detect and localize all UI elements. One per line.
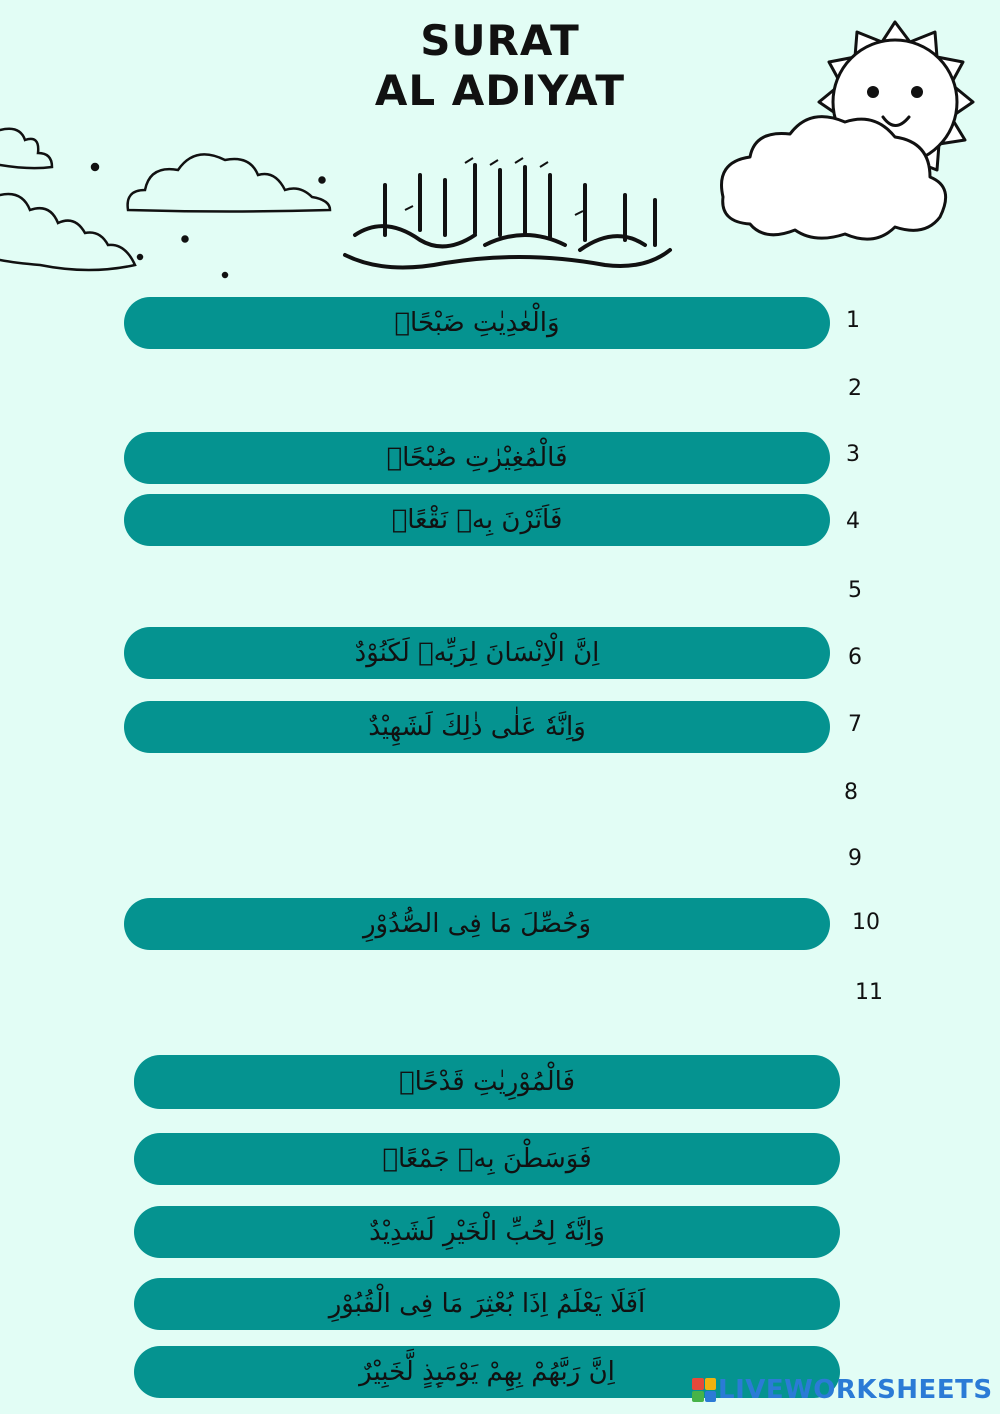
verse-number-5: 5	[848, 578, 862, 603]
verse-slot-4[interactable]: فَاَثَرْنَ بِهٖ نَقْعًاۙ	[124, 494, 830, 546]
answer-option[interactable]: فَوَسَطْنَ بِهٖ جَمْعًاۙ	[134, 1133, 840, 1185]
verse-slot-1[interactable]: وَالْعٰدِيٰتِ ضَبْحًاۙ	[124, 297, 830, 349]
answer-option[interactable]: وَاِنَّهٗ لِحُبِّ الْخَيْرِ لَشَدِيْدٌ	[134, 1206, 840, 1258]
bismillah-calligraphy-icon	[325, 155, 680, 280]
verse-number-11: 11	[855, 980, 883, 1005]
verse-slot-6[interactable]: اِنَّ الْاِنْسَانَ لِرَبِّهٖ لَكَنُوْدٌ	[124, 627, 830, 679]
verse-number-4: 4	[846, 509, 860, 534]
title-line-1: SURAT	[420, 16, 580, 65]
worksheet-title	[300, 16, 700, 116]
verse-slot-7[interactable]: وَاِنَّهٗ عَلٰى ذٰلِكَ لَشَهِيْدٌ	[124, 701, 830, 753]
verse-number-2: 2	[848, 376, 862, 401]
answer-option[interactable]: اِنَّ رَبَّهُمْ بِهِمْ يَوْمَىِٕذٍ لَّخَبِيْرٌ	[134, 1346, 840, 1398]
answer-option[interactable]: فَالْمُوْرِيٰتِ قَدْحًاۙ	[134, 1055, 840, 1109]
liveworksheets-logo-icon	[692, 1378, 716, 1402]
sun-icon	[715, 12, 980, 252]
answer-option[interactable]: اَفَلَا يَعْلَمُ اِذَا بُعْثِرَ مَا فِى الْقُبُوْرِ	[134, 1278, 840, 1330]
verse-number-7: 7	[848, 712, 862, 737]
verse-number-9: 9	[848, 846, 862, 871]
title-line-2: AL ADIYAT	[374, 66, 626, 115]
brand-name: LIVEWORKSHEETS	[718, 1375, 993, 1405]
cloud-icon	[0, 115, 340, 285]
liveworksheets-brand[interactable]	[692, 1374, 993, 1406]
verse-number-6: 6	[848, 645, 862, 670]
verse-number-8: 8	[844, 780, 858, 805]
verse-number-1: 1	[846, 308, 860, 333]
verse-slot-3[interactable]: فَالْمُغِيْرٰتِ صُبْحًاۙ	[124, 432, 830, 484]
verse-number-10: 10	[852, 910, 880, 935]
verse-slot-10[interactable]: وَحُصِّلَ مَا فِى الصُّدُوْرِ	[124, 898, 830, 950]
verse-number-3: 3	[846, 442, 860, 467]
